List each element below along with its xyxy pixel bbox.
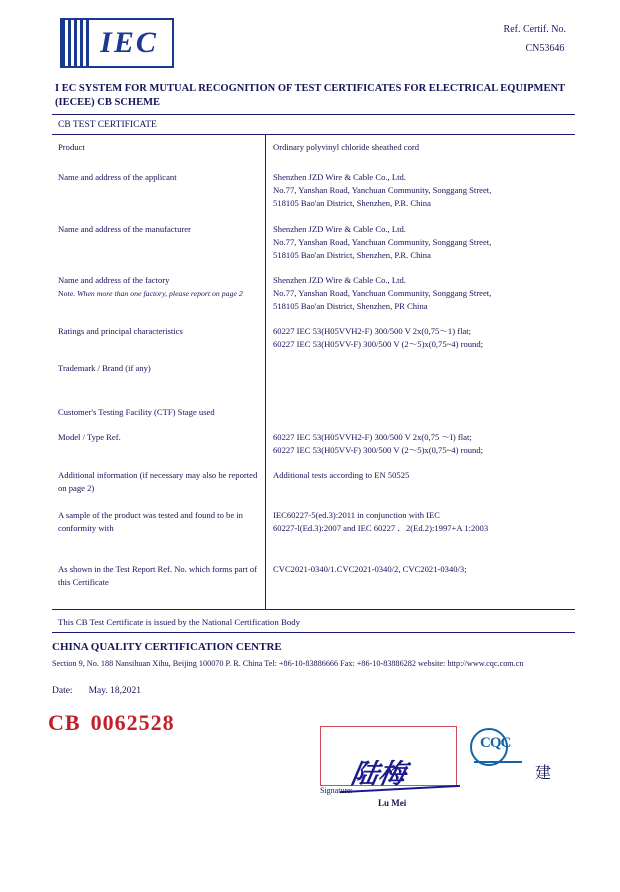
row-value-line: 60227 IEC 53(H05VVH2-F) 300/500 V 2x(0,75～1) flat;: [273, 325, 472, 336]
row-value: [265, 319, 575, 357]
scheme-title: I EC SYSTEM FOR MUTUAL RECOGNITION OF TEST CERTIFICATES FOR ELECTRICAL EQUIPMENT (IECEE) CB SCHEME: [55, 83, 565, 109]
row-value-line: No.77, Yanshan Road, Yanchuan Community, Songgang Street,: [273, 185, 492, 196]
row-value-line: 60227 IEC 53(H05VV-F) 300/500 V (2～5)x(0,75~4) round;: [273, 445, 484, 456]
row-label: Additional information (if necessary may also be reported on page 2): [58, 470, 258, 494]
row-label: Ratings and principal characteristics: [58, 325, 183, 336]
date-row: [52, 686, 575, 696]
ref-label: Ref. Certif. No.: [503, 24, 566, 35]
row-value-line: 60227-l(Ed.3):2007 and IEC 60227 ．2(Ed.2):1997+A 1:2003: [273, 523, 489, 534]
table-row: [52, 503, 575, 557]
row-value-line: 518105 Bao'an District, Shenzhen, P.R. China: [273, 250, 431, 261]
table-row: [52, 400, 575, 425]
note-lead: Note.: [58, 288, 76, 298]
table-row: [52, 356, 575, 400]
row-value: Additional tests according to EN 50525: [273, 470, 410, 481]
row-value: CVC2021-0340/1.CVC2021-0340/2, CVC2021-0340/3;: [273, 564, 467, 575]
date-value: May. 18,2021: [88, 685, 141, 696]
certification-body-name: CHINA QUALITY CERTIFICATION CENTRE: [52, 641, 282, 654]
cqc-logo: [470, 728, 528, 766]
table-vertical-divider: [265, 135, 266, 609]
row-label: A sample of the product was tested and found to be in conformity with: [58, 510, 243, 534]
row-value-line: No.77, Yanshan Road, Yanchuan Community, Songgang Street,: [273, 287, 492, 298]
row-value: [265, 503, 575, 541]
row-value-line: 518105 Bao'an District, Shenzhen, PR China: [273, 300, 428, 311]
row-value-line: Shenzhen JZD Wire & Cable Co., Ltd.: [273, 275, 406, 286]
iec-logo: [60, 18, 174, 68]
table-row: [52, 268, 575, 319]
row-value: [265, 135, 575, 160]
certification-body-address: Section 9, No. 188 Nansihuan Xihu, Beijing 100070 P. R. China Tel: +86-10-83886666 Fax: +86-10-83886282 website: http://www.cqc.com.cn: [52, 659, 524, 669]
table-row: [52, 319, 575, 357]
footer-divider: [52, 632, 575, 633]
row-value: [265, 268, 575, 319]
cqc-logo-bar: [474, 761, 522, 763]
row-value-line: Ordinary polyvinyl chloride sheathed cord: [273, 142, 420, 153]
row-value: [265, 165, 575, 216]
signature-area: [320, 726, 570, 816]
table-row: [52, 463, 575, 503]
certificate-page: [0, 14, 620, 892]
row-label: Model / Type Ref.: [58, 432, 121, 443]
row-value-line: Shenzhen JZD Wire & Cable Co., Ltd.: [273, 224, 406, 235]
issued-by-text: This CB Test Certificate is issued by the National Certification Body: [58, 617, 301, 628]
signature-handwriting: 陆梅: [348, 759, 409, 789]
row-label: Name and address of the manufacturer: [58, 224, 191, 235]
row-label: Trademark / Brand (if any): [58, 363, 151, 374]
table-row: [52, 425, 575, 463]
row-label: Name and address of the applicant: [58, 172, 177, 183]
row-label: As shown in the Test Report Ref. No. which forms part of this Certificate: [58, 564, 258, 588]
ref-number: CN53646: [525, 43, 565, 54]
table-row: [52, 165, 575, 217]
document-header: [50, 14, 578, 76]
row-value-line: Shenzhen JZD Wire & Cable Co., Ltd.: [273, 172, 406, 183]
row-value-line: No.77, Yanshan Road, Yanchuan Community, Songgang Street,: [273, 237, 492, 248]
table-row: [52, 557, 575, 609]
signature-label: Signature:: [320, 786, 353, 795]
row-value-line: 60227 IEC 53(H05VVH2-F) 300/500 V 2x(0,75 ～I) flat;: [273, 432, 472, 443]
row-value-line: 60227 IEC 53(H05VV-F) 300/500 V (2～5)x(0,75~4) round;: [273, 338, 484, 349]
row-label-factory: [52, 268, 265, 306]
cb-test-certificate-title: CB TEST CERTIFICATE: [52, 115, 575, 135]
iec-logo-bars: [62, 20, 92, 66]
row-value: [265, 400, 575, 412]
row-label: Customer's Testing Facility (CTF) Stage used: [58, 407, 215, 418]
table-row: [52, 135, 575, 165]
row-value: [265, 217, 575, 268]
reference-block: [504, 20, 567, 58]
signatory-name: Lu Mei: [378, 798, 407, 808]
row-value-line: 518105 Bao'an District, Shenzhen, P.R. China: [273, 198, 431, 209]
row-value-line: IEC60227-5(ed.3):2011 in conjunction with IEC: [273, 510, 440, 521]
row-label: Product: [58, 142, 85, 153]
cb-number: 0062528: [90, 709, 175, 735]
cqc-logo-text: CQC: [480, 735, 511, 751]
cb-prefix: CB: [48, 709, 81, 735]
certificate-table: [52, 135, 575, 610]
stamp-character: 建: [535, 765, 552, 782]
row-label: Name and address of the factory: [58, 275, 170, 286]
date-label: Date:: [52, 685, 73, 696]
note-text: When more than one factory, please report on page 2: [77, 288, 243, 298]
row-value: [265, 356, 575, 368]
table-row: [52, 217, 575, 268]
row-value: [265, 425, 575, 463]
iec-logo-text: IEC: [100, 26, 158, 59]
